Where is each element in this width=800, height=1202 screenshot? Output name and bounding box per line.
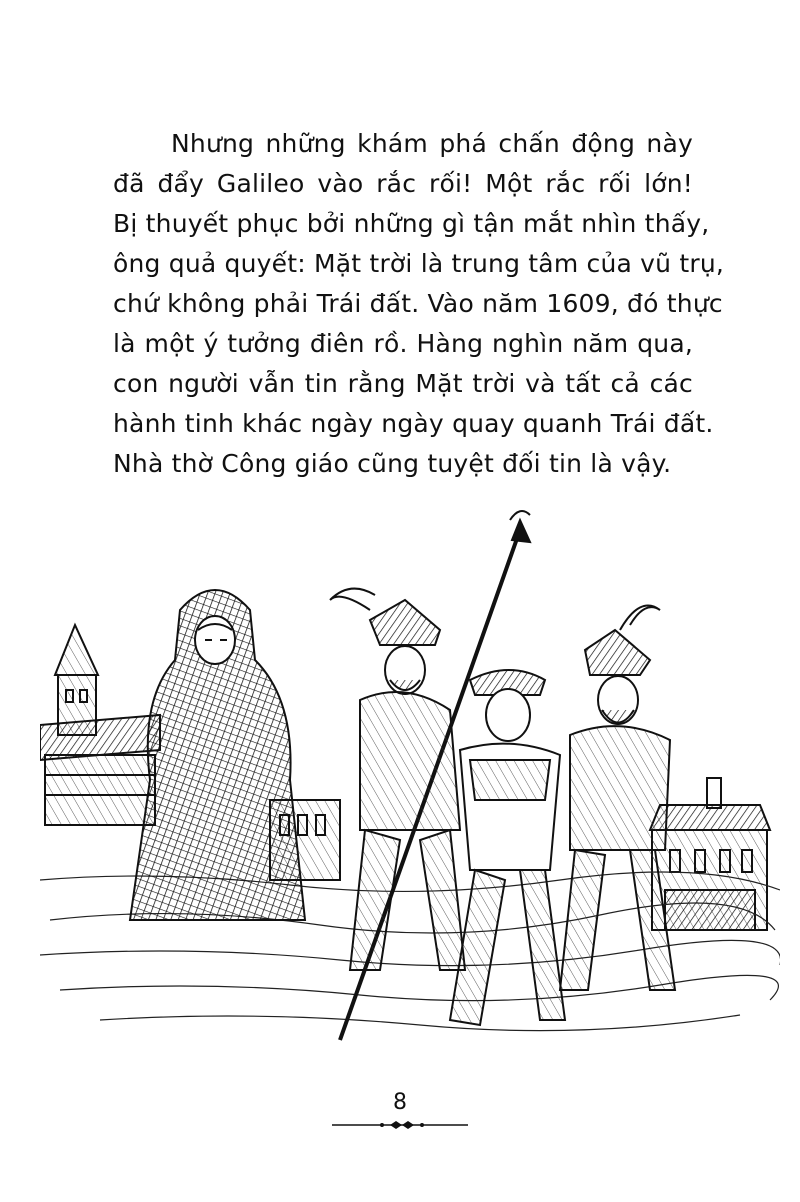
- text-line: Bị thuyết phục bởi những gì tận mắt nhìn thấy,: [113, 209, 710, 238]
- text-line: chứ không phải Trái đất. Vào năm 1609, đó thực: [113, 289, 723, 318]
- galileo-arrest-illustration: [40, 500, 780, 1060]
- text-line: con người vẫn tin rằng Mặt trời và tất cả các: [113, 369, 693, 398]
- page-number: 8: [393, 1090, 407, 1115]
- page-ornament-divider-icon: [332, 1119, 468, 1131]
- text-line: hành tinh khác ngày ngày quay quanh Trái đất.: [113, 409, 714, 438]
- text-line: Nhưng những khám phá chấn động này: [171, 129, 693, 158]
- text-line: Nhà thờ Công giáo cũng tuyệt đối tin là vậy.: [113, 449, 672, 478]
- text-line: đã đẩy Galileo vào rắc rối! Một rắc rối lớn!: [113, 169, 693, 198]
- text-line: ông quả quyết: Mặt trời là trung tâm của vũ trụ,: [113, 249, 725, 278]
- text-line: là một ý tưởng điên rồ. Hàng nghìn năm qua,: [113, 329, 693, 358]
- illustration-icon: [40, 500, 780, 1060]
- body-paragraph: [113, 124, 725, 484]
